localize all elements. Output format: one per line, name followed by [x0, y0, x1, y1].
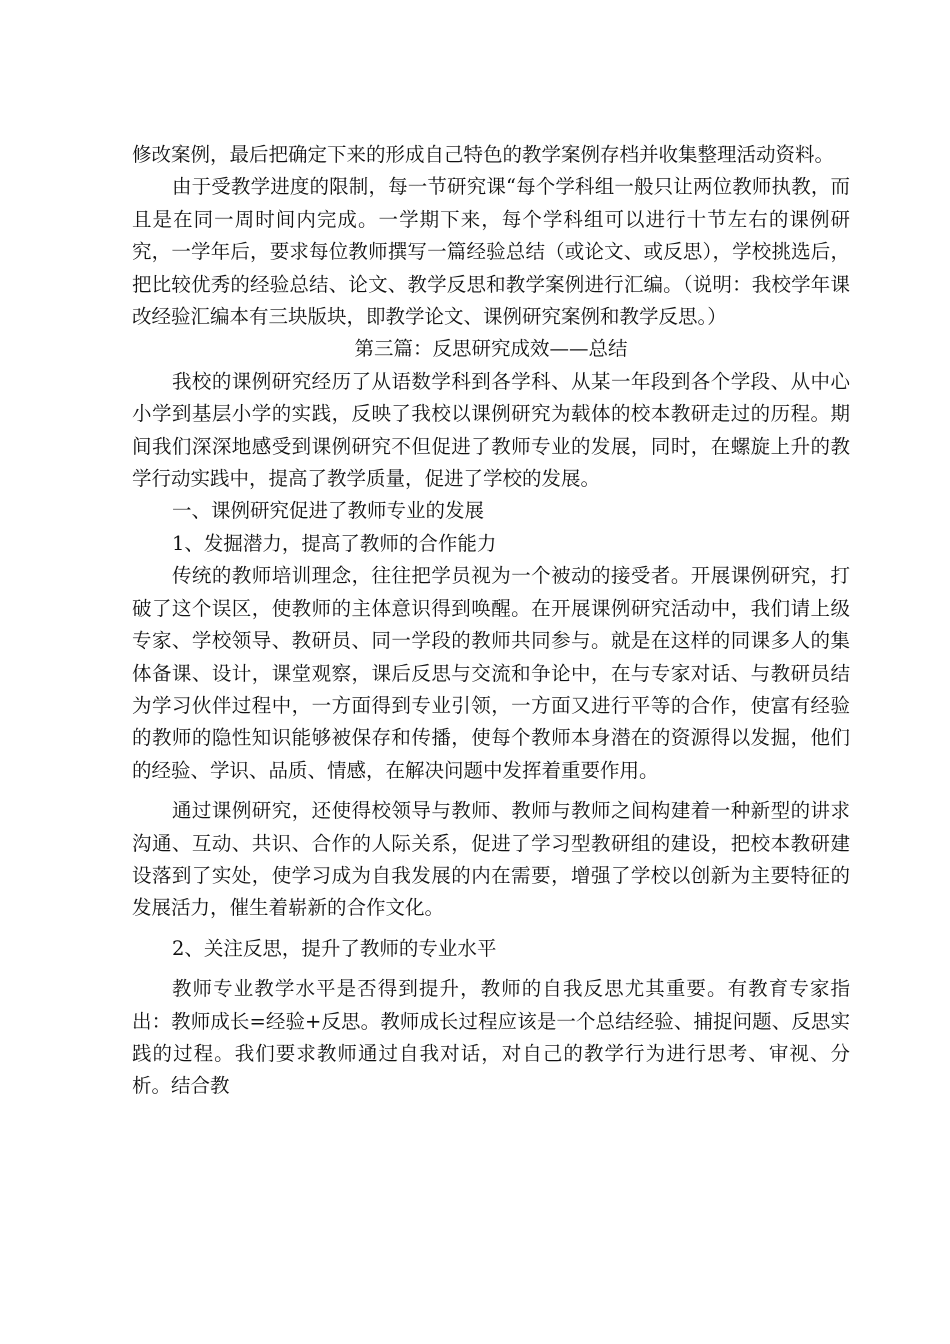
heading-teacher-development: 一、课例研究促进了教师专业的发展	[171, 499, 484, 523]
paragraph-continuation: 修改案例，最后把确定下来的形成自己特色的教学案例存档并收集整理活动资料。	[132, 143, 835, 166]
paragraph-intro: 我校的课例研究经历了从语数学科到各学科、从某一年段到各个学段、从中心小学到基层小学的实践，反映了我校以课例研究为载体的校本教研走过的历程。期间我们深深地感受到课例研究不但促进了教师专业的发展，同时，在螺旋上升的教学行动实践中，提高了教学质量，促进了学校的发展。	[132, 369, 850, 491]
paragraph-cooperation: 传统的教师培训理念，往往把学员视为一个被动的接受者。开展课例研究，打破了这个误区，使教师的主体意识得到唤醒。在开展课例研究活动中，我们请上级专家、学校领导、教研员、同一学段的教师共同参与。就是在这样的同课多人的集体备课、设计，课堂观察，课后反思与交流和争论中，在与专家对话、与教研员结为学习伙伴过程中，一方面得到专业引领，一方面又进行平等的合作，使富有经验的教师的隐性知识能够被保存和传播，使每个教师本身潜在的资源得以发掘，他们的经验、学识、品质、情感，在解决问题中发挥着重要作用。	[132, 564, 850, 782]
document-page	[132, 139, 850, 1103]
subheading-reflection: 2、关注反思，提升了教师的专业水平	[171, 936, 497, 960]
paragraph-reflection: 教师专业教学水平是否得到提升，教师的自我反思尤其重要。有教育专家指出：教师成长=经验+反思。教师成长过程应该是一个总结经验、捕捉问题、反思实践的过程。我们要求教师通过自我对话，对自己的教学行为进行思考、审视、分析。结合教	[132, 977, 850, 1098]
subheading-cooperation: 1、发掘潜力，提高了教师的合作能力	[171, 531, 497, 555]
paragraph-schedule: 由于受教学进度的限制，每一节研究课“每个学科组一般只让两位教师执教，而且是在同一周时间内完成。一学期下来，每个学科组可以进行十节左右的课例研究，一学年后，要求每位教师撰写一篇经验总结（或论文、或反思），学校挑选后，把比较优秀的经验总结、论文、教学反思和教学案例进行汇编。（说明：我校学年课改经验汇编本有三块版块，即教学论文、课例研究案例和教学反思。）	[132, 175, 850, 329]
section-title: 第三篇：反思研究成效——总结	[354, 337, 628, 361]
paragraph-relations: 通过课例研究，还使得校领导与教师、教师与教师之间构建着一种新型的讲求沟通、互动、共识、合作的人际关系，促进了学习型教研组的建设，把校本教研建设落到了实处，使学习成为自我发展的内在需要，增强了学校以创新为主要特征的发展活力，催生着崭新的合作文化。	[132, 799, 850, 920]
